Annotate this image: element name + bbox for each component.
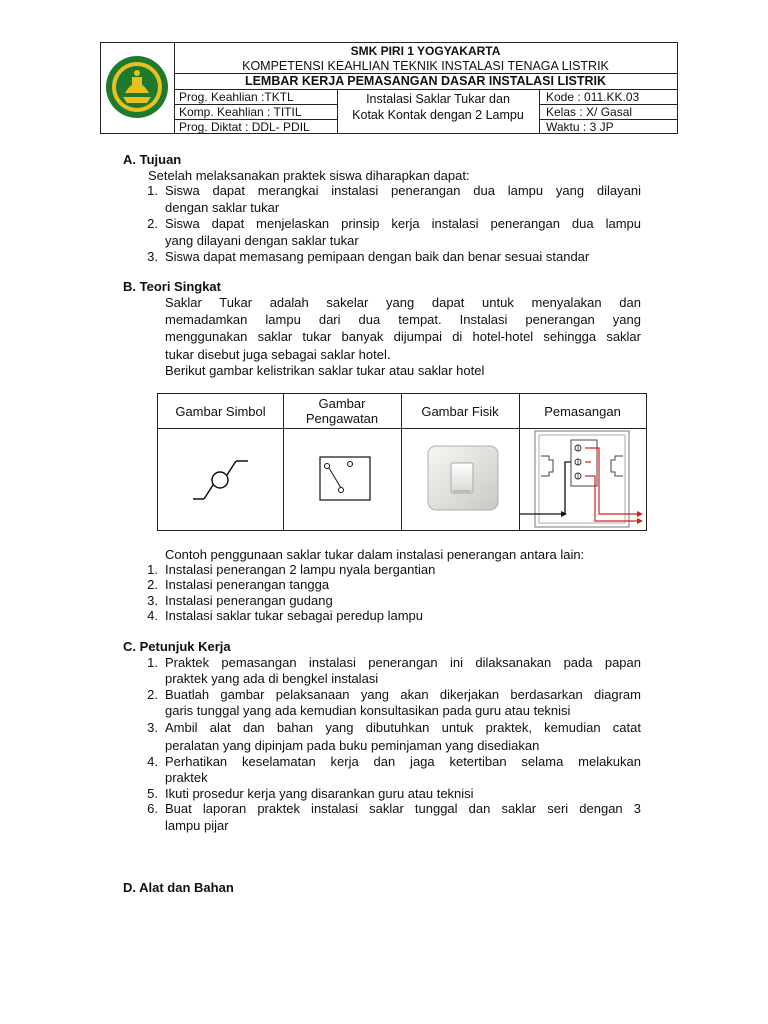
theory-line: menggunakan saklar tukar banyak dijumpai di hotel-hotel sehingga saklar (165, 329, 641, 344)
usage-intro: Contoh penggunaan saklar tukar dalam instalasi penerangan antara lain: (165, 547, 585, 562)
section-a-intro: Setelah melaksanakan praktek siswa diharapkan dapat: (148, 168, 470, 183)
switch-installation-icon (519, 428, 646, 530)
waktu: Waktu : 3 JP (546, 120, 614, 134)
list-item-cont: lampu pijar (165, 818, 229, 833)
prog-diktat: Prog. Diktat : DDL- PDIL (179, 120, 310, 134)
prog-keahlian: Prog. Keahlian :TKTL (179, 90, 294, 104)
section-c-title: C. Petunjuk Kerja (123, 639, 231, 654)
list-number: 1. (147, 655, 158, 670)
table-header-installation: Pemasangan (544, 403, 621, 419)
list-item-cont: praktek (165, 770, 208, 785)
list-item: Buat laporan praktek instalasi saklar tunggal dan saklar seri dengan 3 (165, 801, 641, 816)
list-number: 3. (147, 249, 158, 264)
list-item-cont: yang dilayani dengan saklar tukar (165, 233, 359, 248)
list-item: Perhatikan keselamatan kerja dan jaga ketertiban selama melakukan (165, 754, 641, 769)
school-name: SMK PIRI 1 YOGYAKARTA (350, 44, 501, 58)
list-item: Instalasi penerangan 2 lampu nyala bergantian (165, 562, 436, 577)
list-number: 3. (147, 593, 158, 608)
list-item: Praktek pemasangan instalasi penerangan ini dilaksanakan pada papan (165, 655, 641, 670)
school-logo-icon (101, 43, 174, 133)
table-header-symbol: Gambar Simbol (175, 403, 266, 419)
topic-line-2: Kotak Kontak dengan 2 Lampu (352, 108, 524, 122)
list-number: 6. (147, 801, 158, 816)
section-d-title: D. Alat dan Bahan (123, 880, 234, 895)
list-item: Ikuti prosedur kerja yang disarankan guru atau teknisi (165, 786, 474, 801)
table-header-wiring: Gambar Pengawatan (305, 396, 379, 426)
list-item: Siswa dapat memasang pemipaan dengan baik dan benar sesuai standar (165, 249, 590, 264)
list-item: Siswa dapat merangkai instalasi penerangan dua lampu yang dilayani (165, 183, 641, 198)
list-number: 2. (147, 216, 158, 231)
list-number: 4. (147, 608, 158, 623)
kelas: Kelas : X/ Gasal (546, 105, 633, 119)
list-number: 5. (147, 786, 158, 801)
switch-symbol-icon (158, 428, 283, 530)
switch-photo-icon (401, 428, 519, 530)
section-a-title: A. Tujuan (123, 152, 182, 167)
theory-line: tukar disebut juga sebagai saklar hotel. (165, 347, 391, 362)
theory-line: Saklar Tukar adalah sakelar yang dapat untuk menyalakan dan (165, 295, 641, 310)
worksheet-title: LEMBAR KERJA PEMASANGAN DASAR INSTALASI LISTRIK (244, 74, 607, 88)
list-item: Siswa dapat menjelaskan prinsip kerja instalasi penerangan dua lampu (165, 216, 641, 231)
table-header-physical: Gambar Fisik (421, 403, 499, 419)
list-item: Instalasi saklar tukar sebagai peredup lampu (165, 608, 423, 623)
switch-wiring-icon (283, 428, 401, 530)
figure-intro: Berikut gambar kelistrikan saklar tukar atau saklar hotel (165, 363, 485, 378)
list-number: 4. (147, 754, 158, 769)
list-number: 3. (147, 720, 158, 735)
list-number: 2. (147, 577, 158, 592)
komp-keahlian: Komp. Keahlian : TITIL (179, 105, 302, 119)
kode: Kode : 011.KK.03 (546, 90, 640, 104)
section-b-title: B. Teori Singkat (123, 279, 221, 294)
list-item: Instalasi penerangan gudang (165, 593, 333, 608)
component-table (157, 393, 647, 531)
list-item-cont: dengan saklar tukar (165, 200, 280, 215)
competency-title: KOMPETENSI KEAHLIAN TEKNIK INSTALASI TENAGA LISTRIK (242, 59, 609, 73)
list-number: 1. (147, 562, 158, 577)
header-table (100, 42, 678, 134)
logo-cell (101, 43, 175, 133)
theory-line: memadamkan lampu dari dua tempat. Instalasi penerangan yang (165, 312, 641, 327)
list-item-cont: praktek yang ada di bengkel instalasi (165, 671, 379, 686)
list-item: Instalasi penerangan tangga (165, 577, 330, 592)
list-item: Ambil alat dan bahan yang dibutuhkan untuk praktek, kemudian catat (165, 720, 641, 735)
list-item-cont: peralatan yang dipinjam pada buku peminjaman yang disediakan (165, 738, 540, 753)
list-number: 1. (147, 183, 158, 198)
list-number: 2. (147, 687, 158, 702)
list-item: Buatlah gambar pelaksanaan yang akan dikerjakan berdasarkan diagram (165, 687, 641, 702)
list-item-cont: garis tunggal yang ada kemudian konsultasikan pada guru atau teknisi (165, 703, 571, 718)
topic-line-1: Instalasi Saklar Tukar dan (366, 92, 510, 106)
